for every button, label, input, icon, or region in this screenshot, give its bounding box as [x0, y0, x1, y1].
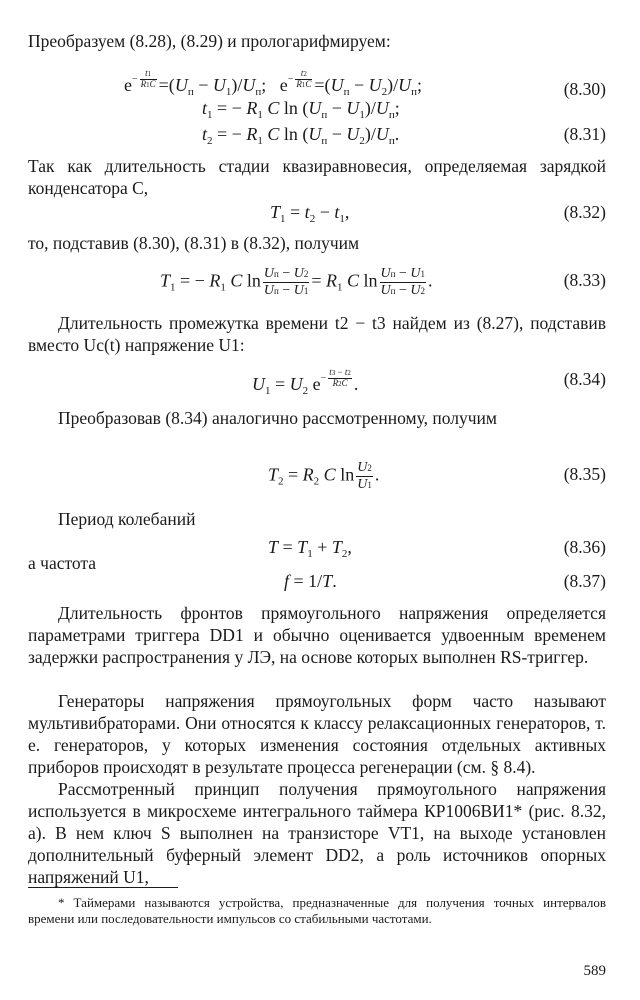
paragraph-interval: Длительность промежутка времени t2 − t3 найдем из (8.27), подставив вместо Uc(t) напряжение U1:	[28, 313, 606, 355]
eq-number-8-34: (8.34)	[563, 369, 606, 389]
paragraph-subst: то, подставив (8.30), (8.31) в (8.32), получим	[28, 233, 360, 253]
eq-number-8-36: (8.36)	[563, 537, 606, 557]
paragraph-generators: Генераторы напряжения прямоугольных форм часто называют мультивибраторами. Они относятся к классу релаксационных генераторов, т. е. генераторов, у которых изменения состояния отдельных активных приборов происходят в результате процесса регенерации (см. § 8.4).	[28, 691, 606, 777]
equation-8-31: $t_2$ = − $R_1$ C $\ln (U_п - U_2)/U_п$.	[202, 124, 400, 147]
paragraph-quasi: Так как длительность стадии квазиравновесия, определяемая зарядкой конденсатора C,	[28, 156, 606, 198]
label-frequency: а частота	[28, 553, 97, 573]
footnote-rule	[28, 887, 178, 888]
page-number: 589	[583, 963, 606, 979]
eq-number-8-37: (8.37)	[563, 571, 606, 591]
label-period: Период колебаний	[58, 509, 196, 529]
equation-8-37: f = 1/T.	[284, 571, 337, 591]
paragraph-timer: Рассмотренный принцип получения прямоугольного напряжения используется в микросхеме интегрального таймера КР1006ВИ1* (рис. 8.32, a). В нем ключ S выполнен на транзисторе VT1, на выходе установлен дополнительный буферный элемент DD2, а роль источников опорных напряжений U1,	[28, 779, 606, 887]
equation-8-33: $T_1$ = − $R_1$ C ln $\frac{Uп - U2}{Uп - U1}$ = $R_1$ C ln $\frac{Uп - U1}{Uп - U2}$ .	[160, 266, 433, 298]
equation-8-32: $T_1 = t_2 - t_1$,	[270, 202, 350, 225]
eq-number-8-33: (8.33)	[563, 270, 606, 290]
equation-8-34: $U_1 = U_2$ $e^{- \frac{t3 - t2}{R2C}}$ .	[252, 367, 359, 397]
intro-text: Преобразуем (8.28), (8.29) и прологарифмируем:	[28, 31, 391, 51]
paragraph-fronts: Длительность фронтов прямоугольного напряжения определяется параметрами триггера DD1 и обычно оценивается удвоенным временем задержки распространения у ЛЭ, на основе которых выполнен RS-триггер.	[28, 603, 606, 667]
paragraph-transform: Преобразовав (8.34) аналогично рассмотренному, получим	[58, 408, 497, 428]
equation-8-36: $T = T_1 + T_2$,	[268, 537, 352, 560]
equation-8-30-exp: $e^{- \frac{t1}{R1C}}$ $=(U_п - U_1)/U_п$; $e^{- \frac{t2}{R1C}}$ $=(U_п - U_2)/U_п$;	[124, 68, 423, 98]
eq-number-8-30: (8.30)	[563, 79, 606, 99]
footnote: * Таймерами называются устройства, предназначенные для получения точных интервалов времени или последовательности импульсов со стабильными частотами.	[28, 895, 606, 926]
eq-number-8-35: (8.35)	[563, 464, 606, 484]
equation-8-35: $T_2 = R_2$ C ln $\frac{U2}{U1}$ .	[268, 460, 380, 492]
eq-number-8-31: (8.31)	[563, 124, 606, 144]
equation-8-30-t1: $t_1$ = − $R_1$ C $\ln (U_п - U_1)/U_п$;	[202, 98, 400, 121]
eq-number-8-32: (8.32)	[563, 202, 606, 222]
